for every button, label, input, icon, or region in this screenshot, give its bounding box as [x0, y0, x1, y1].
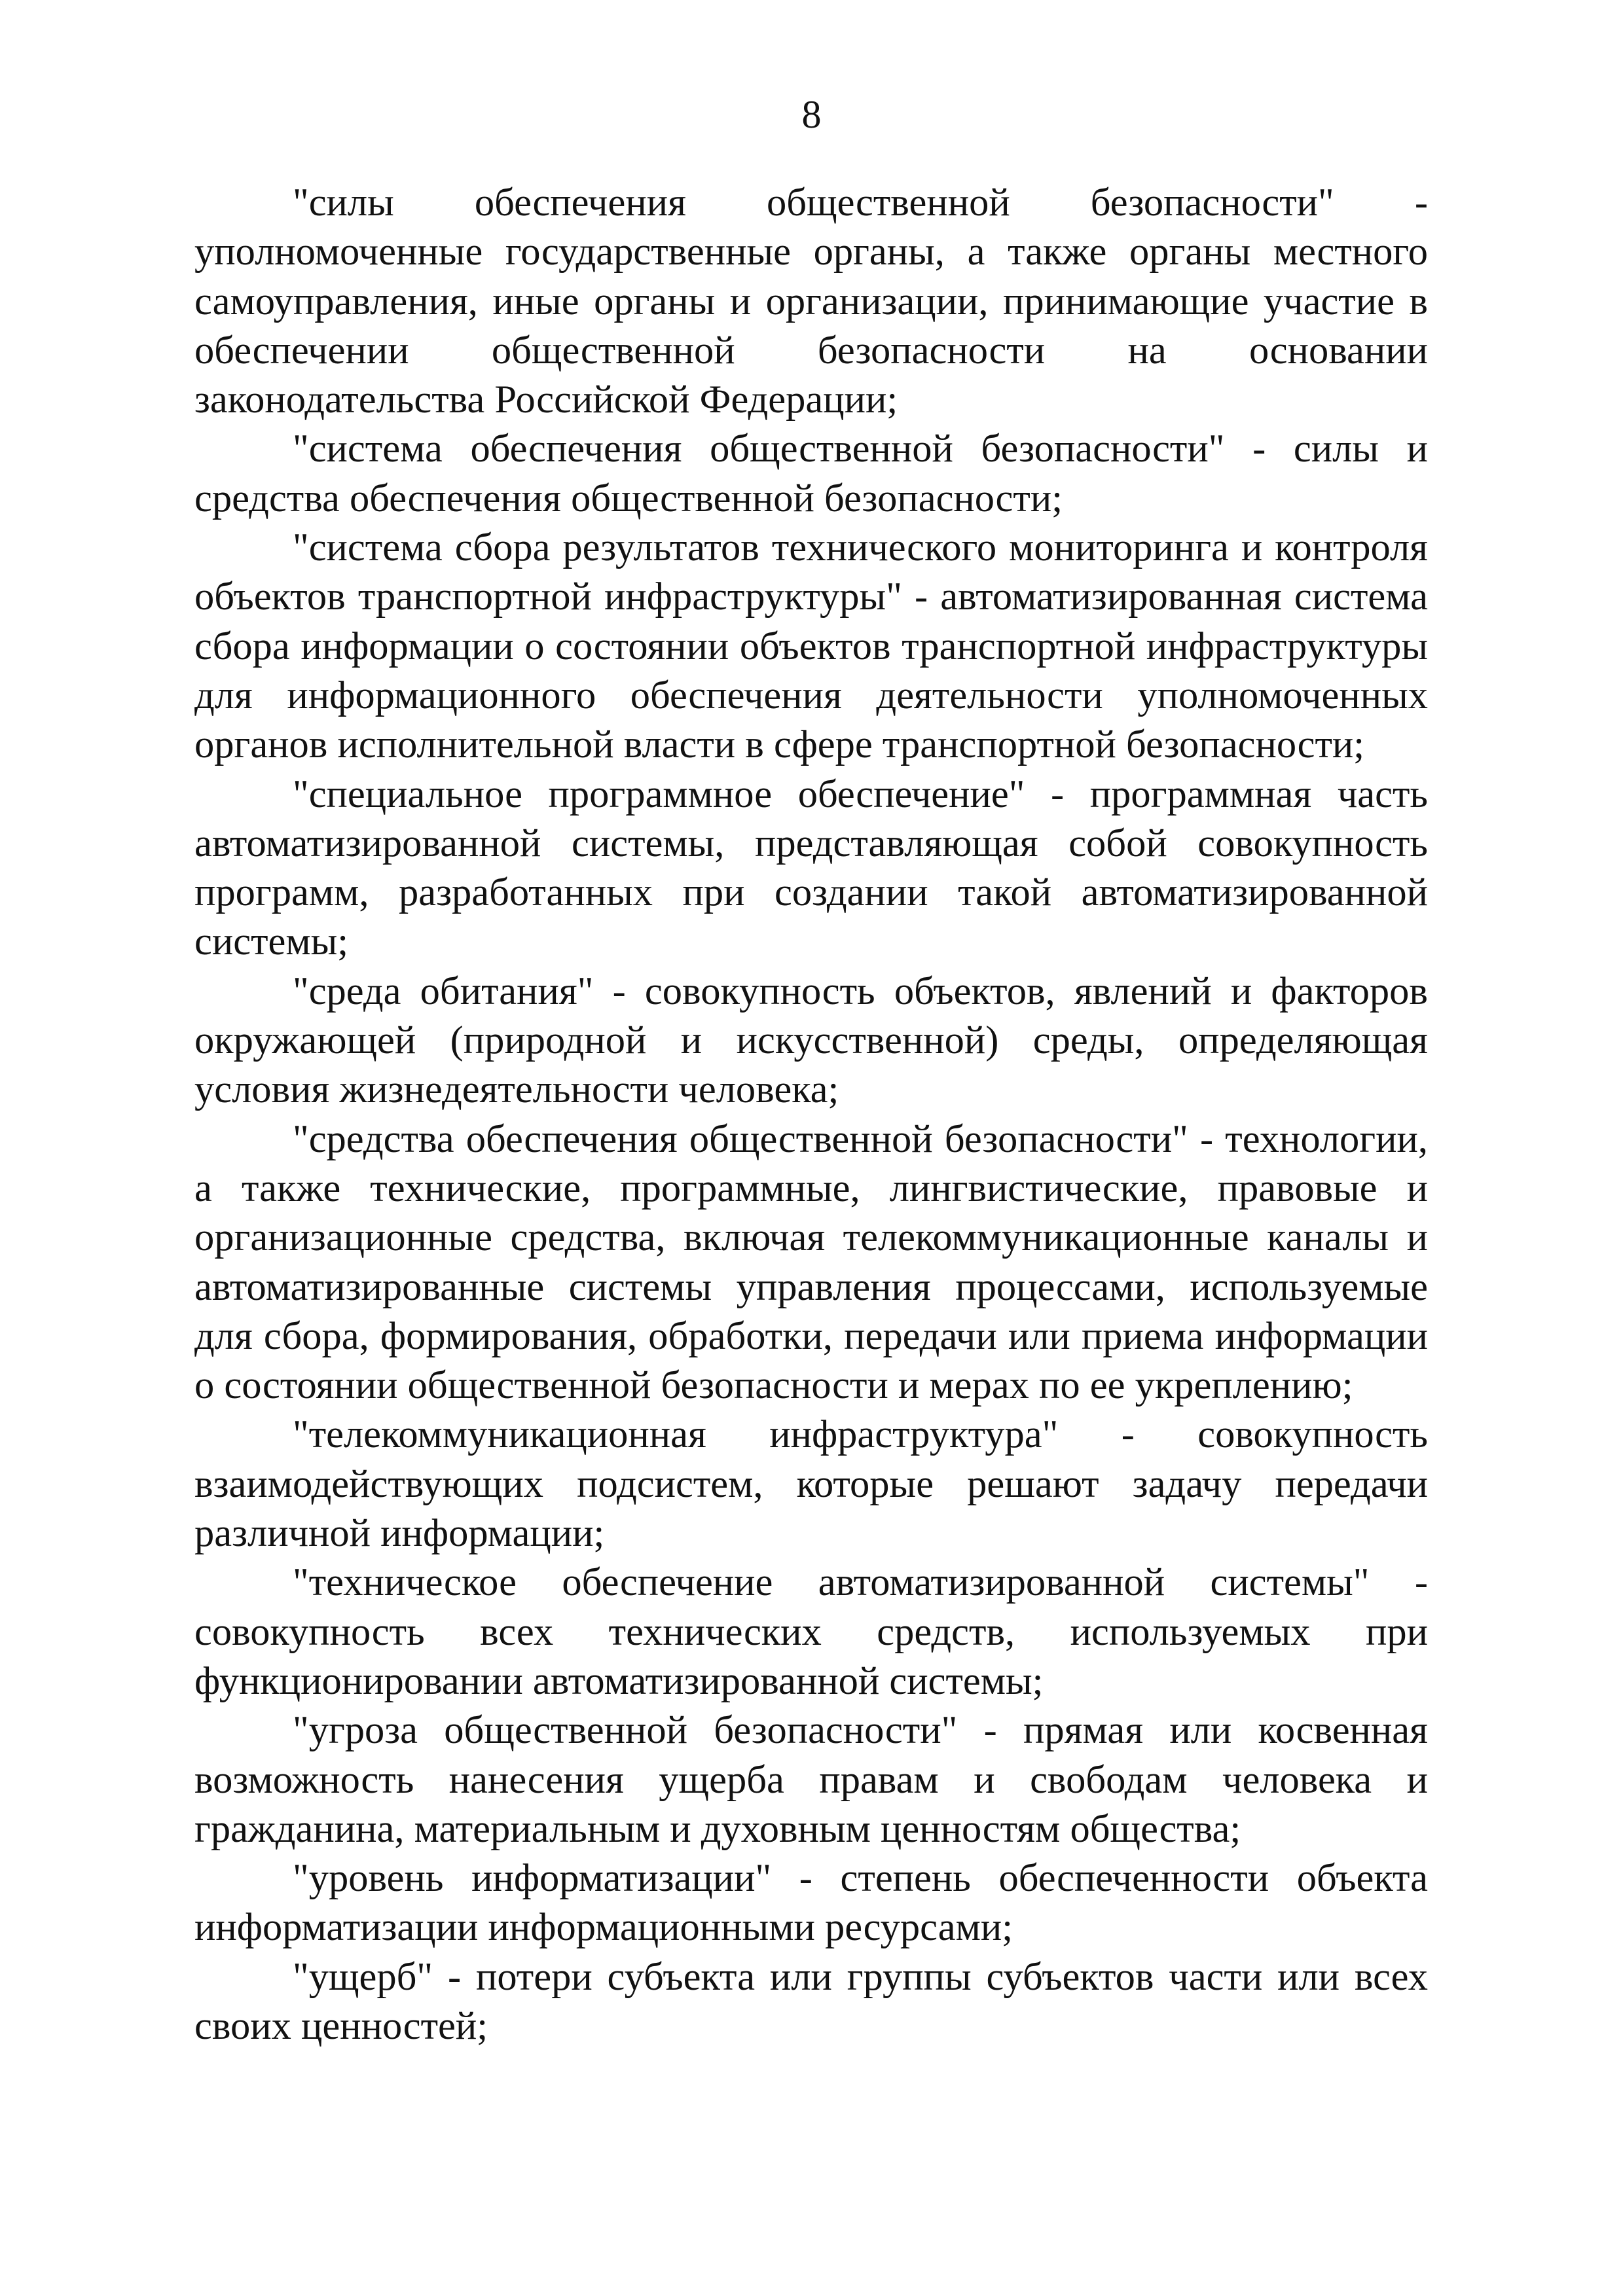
definition-paragraph: "силы обеспечения общественной безопасности" - уполномоченные государственные органы, а также органы местного самоуправления, иные органы и организации, принимающие участие в обеспечении общественной безопасности на основании законодательства Российской Федерации;	[194, 181, 1428, 422]
definition-paragraph: "ущерб" - потери субъекта или группы субъектов части или всех своих ценностей;	[194, 1954, 1428, 2048]
definition-paragraph: "техническое обеспечение автоматизированной системы" - совокупность всех технических средств, используемых при функционировании автоматизированной системы;	[194, 1560, 1428, 1703]
definition-paragraph: "среда обитания" - совокупность объектов, явлений и факторов окружающей (природной и искусственной) среды, определяющая условия жизнедеятельности человека;	[194, 969, 1428, 1112]
definition-paragraph: "специальное программное обеспечение" - программная часть автоматизированной системы, представляющая собой совокупность программ, разработанных при создании такой автоматизированной системы;	[194, 772, 1428, 964]
definition-paragraph: "телекоммуникационная инфраструктура" - совокупность взаимодействующих подсистем, которые решают задачу передачи различной информации;	[194, 1412, 1428, 1556]
page-number: 8	[801, 93, 822, 136]
definition-paragraph: "уровень информатизации" - степень обеспеченности объекта информатизации информационными ресурсами;	[194, 1856, 1428, 1950]
document-body	[194, 178, 1428, 2051]
definition-paragraph: "система сбора результатов технического мониторинга и контроля объектов транспортной инфраструктуры" - автоматизированная система сбора информации о состоянии объектов транспортной инфраструктуры для информационного обеспечения деятельности уполномоченных органов исполнительной власти в сфере транспортной безопасности;	[194, 526, 1428, 767]
definition-paragraph: "система обеспечения общественной безопасности" - силы и средства обеспечения общественной безопасности;	[194, 427, 1428, 520]
definition-paragraph: "средства обеспечения общественной безопасности" - технологии, а также технические, программные, лингвистические, правовые и организационные средства, включая телекоммуникационные каналы и автоматизированные системы управления процессами, используемые для сбора, формирования, обработки, передачи или приема информации о состоянии общественной безопасности и мерах по ее укреплению;	[194, 1117, 1428, 1408]
definition-paragraph: "угроза общественной безопасности" - прямая или косвенная возможность нанесения ущерба правам и свободам человека и гражданина, материальным и духовным ценностям общества;	[194, 1708, 1428, 1851]
